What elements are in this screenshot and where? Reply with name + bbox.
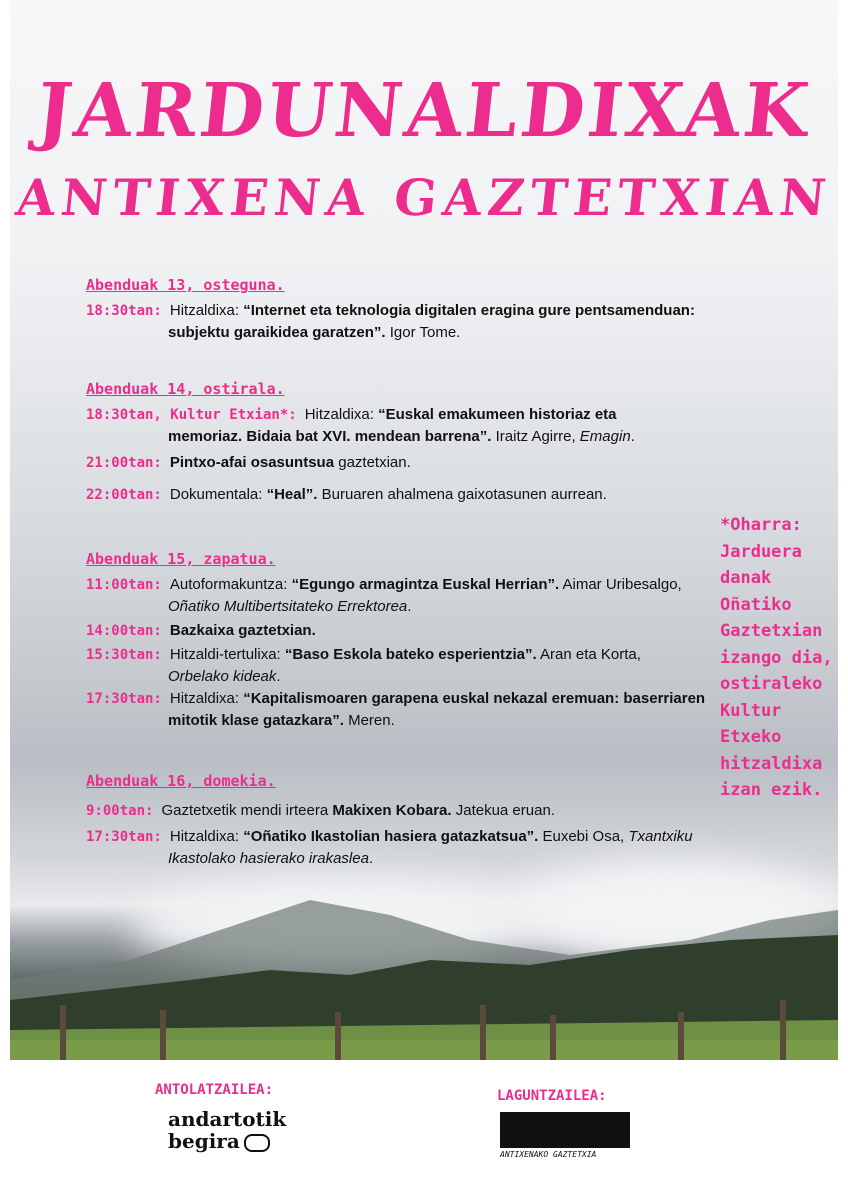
event-item: 11:00tan: Autoformakuntza: “Egungo armagintza Euskal Herrian”. Aimar Uribesalgo, Oñatiko Multibertsitateko Errektorea. <box>86 576 682 615</box>
event-time: 9:00tan: <box>86 803 154 819</box>
event-item: 22:00tan: Dokumentala: “Heal”. Buruaren ahalmena gaixotasunen aurrean. <box>86 486 607 503</box>
event-time: 11:00tan: <box>86 577 162 593</box>
supporter-logo <box>500 1112 630 1148</box>
note-line: *Oharra: <box>720 515 802 535</box>
fence-post <box>160 1010 166 1060</box>
glasses-icon <box>244 1134 270 1152</box>
event-time: 14:00tan: <box>86 623 162 639</box>
supporter-logo-text: ANTIXENAKO GAZTETXIA <box>500 1150 597 1159</box>
supporter-label: LAGUNTZAILEA: <box>497 1088 607 1104</box>
fence-post <box>780 1000 786 1060</box>
event-item: 17:30tan: Hitzaldixa: “Kapitalismoaren garapena euskal nekazal eremuan: baserriaren mitotik klase gatazkara”. Meren. <box>86 690 706 729</box>
day-heading: Abenduak 15, zapatua. <box>86 550 276 568</box>
event-item: 21:00tan: Pintxo-afai osasuntsua gaztetxian. <box>86 454 411 471</box>
event-time: 18:30tan: <box>86 303 162 319</box>
fence-post <box>678 1012 684 1060</box>
event-item: 17:30tan: Hitzaldixa: “Oñatiko Ikastolian hasiera gatazkatsua”. Euxebi Osa, Txantxiku Ikastolako hasierako irakaslea. <box>86 828 693 867</box>
note-line: danak <box>720 568 772 588</box>
note-line: Oñatiko <box>720 594 792 615</box>
event-time: 22:00tan: <box>86 487 162 503</box>
organizer-logo: andartotik begira <box>168 1107 287 1153</box>
event-time: 21:00tan: <box>86 455 162 471</box>
event-time: 18:30tan, Kultur Etxian*: <box>86 407 297 423</box>
event-time: 17:30tan: <box>86 691 162 707</box>
event-item: 15:30tan: Hitzaldi-tertulixa: “Baso Eskola bateko esperientzia”. Aran eta Korta, Orbelako kideak. <box>86 646 641 685</box>
event-item: 18:30tan, Kultur Etxian*: Hitzaldixa: “Euskal emakumeen historiaz eta memoriaz. Bidaia bat XVI. mendean barrena”. Iraitz Agirre, Emagin. <box>86 406 635 445</box>
fence-post <box>60 1005 66 1060</box>
note-box <box>720 512 845 804</box>
event-item: 9:00tan: Gaztetxetik mendi irteera Makixen Kobara. Jatekua eruan. <box>86 802 555 819</box>
landscape <box>10 880 838 1060</box>
fence-post <box>480 1005 486 1060</box>
note-line: Jarduera <box>720 541 802 562</box>
note-line: hitzaldixa <box>720 753 823 774</box>
note-line: Kultur <box>720 700 782 721</box>
note-line: Etxeko <box>720 727 782 747</box>
subtitle: ANTIXENA GAZTETXIAN <box>13 168 835 227</box>
event-item: 14:00tan: Bazkaixa gaztetxian. <box>86 622 316 639</box>
organizer-label: ANTOLATZAILEA: <box>155 1082 274 1098</box>
poster-background <box>10 0 838 1060</box>
main-title: JARDUNALDIXAK <box>32 68 816 154</box>
note-line: Gaztetxian <box>720 621 823 641</box>
event-time: 17:30tan: <box>86 829 162 845</box>
note-line: izan ezik. <box>720 780 823 800</box>
day-heading: Abenduak 16, domekia. <box>86 772 276 790</box>
fence-post <box>550 1015 556 1060</box>
event-time: 15:30tan: <box>86 647 162 663</box>
fence-post <box>335 1012 341 1060</box>
day-heading: Abenduak 14, ostirala. <box>86 380 285 398</box>
note-line: izango dia, <box>720 647 833 668</box>
day-heading: Abenduak 13, osteguna. <box>86 276 285 294</box>
event-item: 18:30tan: Hitzaldixa: “Internet eta teknologia digitalen eragina gure pentsamenduan: subjektu garaikidea garatzen”. Igor Tome. <box>86 302 695 341</box>
note-line: ostiraleko <box>720 674 823 694</box>
